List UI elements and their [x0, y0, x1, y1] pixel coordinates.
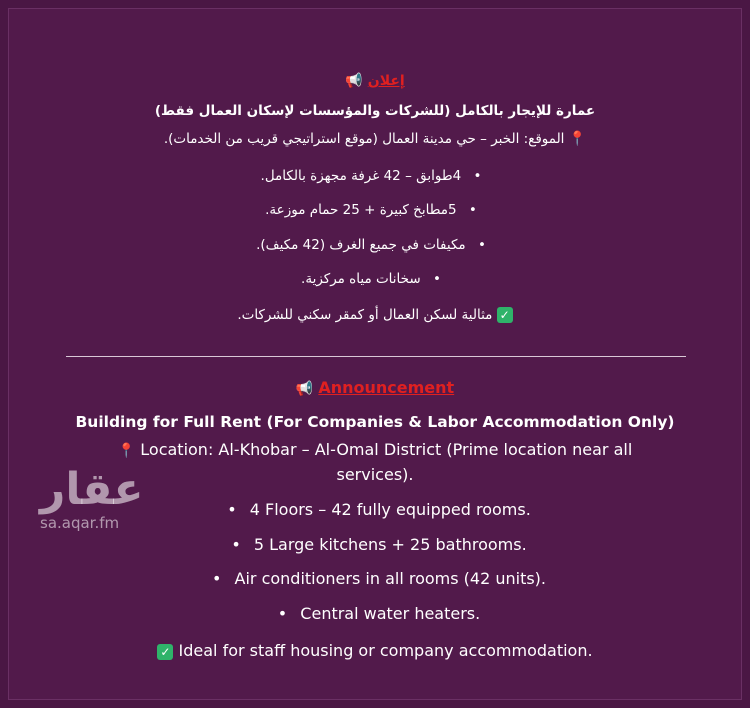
- arabic-ideal-row: [0, 307, 750, 323]
- arabic-bullet-4: [0, 271, 750, 287]
- arabic-ideal: مثالية لسكن العمال أو كمقر سكني للشركات.: [237, 307, 493, 323]
- megaphone-icon: 📢: [345, 72, 363, 89]
- bullet-dot: •: [227, 500, 237, 519]
- bullet-dot: •: [231, 535, 241, 554]
- english-ideal: Ideal for staff housing or company accommodation.: [178, 641, 593, 660]
- arabic-bullet-text: سخانات مياه مركزية.: [301, 271, 421, 287]
- bullet-dot: •: [277, 604, 288, 623]
- english-heading: Building for Full Rent (For Companies & Labor Accommodation Only): [75, 413, 675, 431]
- arabic-bullet-1: [0, 168, 750, 184]
- english-bullet-text: Central water heaters.: [300, 604, 481, 623]
- english-bullet-3: [0, 569, 750, 588]
- check-box-icon: ✓: [157, 644, 173, 660]
- section-divider: [66, 356, 686, 357]
- watermark-url: sa.aqar.fm: [40, 514, 120, 532]
- megaphone-icon: 📢: [295, 380, 314, 397]
- aqar-watermark: [40, 464, 144, 532]
- check-box-icon: ✓: [497, 307, 513, 323]
- english-location-line1: Location: Al-Khobar – Al-Omal District (Prime location near all: [140, 440, 633, 459]
- english-bullet-2: [0, 535, 750, 554]
- location-pin-icon: 📍: [568, 131, 587, 147]
- english-ideal-row: [0, 641, 750, 660]
- bullet-dot: •: [432, 271, 441, 287]
- arabic-location: الموقع: الخبر – حي مدينة العمال (موقع استراتيجي قريب من الخدمات).: [163, 131, 565, 147]
- arabic-bullet-3: [0, 237, 750, 253]
- arabic-location-row: [0, 131, 750, 147]
- arabic-heading: عمارة للإيجار بالكامل (للشركات والمؤسسات لإسكان العمال فقط): [154, 103, 596, 119]
- english-title: Announcement: [318, 378, 455, 397]
- bullet-dot: •: [468, 202, 477, 218]
- arabic-bullet-text: مكيفات في جميع الغرف (42 مكيف).: [256, 237, 466, 253]
- arabic-title-row: [0, 70, 750, 89]
- english-bullet-text: 5 Large kitchens + 25 bathrooms.: [253, 535, 527, 554]
- english-location-line2: services).: [336, 465, 414, 484]
- english-bullet-text: 4 Floors – 42 fully equipped rooms.: [249, 500, 531, 519]
- location-pin-icon: 📍: [117, 443, 136, 459]
- english-title-row: [0, 378, 750, 397]
- arabic-bullet-text: 4طوابق – 42 غرفة مجهزة بالكامل.: [260, 168, 462, 184]
- english-bullet-4: [0, 604, 750, 623]
- watermark-logo: عقار: [40, 464, 144, 515]
- english-location-row: [0, 440, 750, 459]
- arabic-bullet-2: [0, 202, 750, 218]
- arabic-bullet-text: 5مطابخ كبيرة + 25 حمام موزعة.: [265, 202, 457, 218]
- bullet-dot: •: [473, 168, 482, 184]
- bullet-dot: •: [211, 569, 222, 588]
- arabic-title: إعلان: [367, 73, 405, 89]
- english-bullet-text: Air conditioners in all rooms (42 units).: [234, 569, 547, 588]
- bullet-dot: •: [477, 237, 486, 253]
